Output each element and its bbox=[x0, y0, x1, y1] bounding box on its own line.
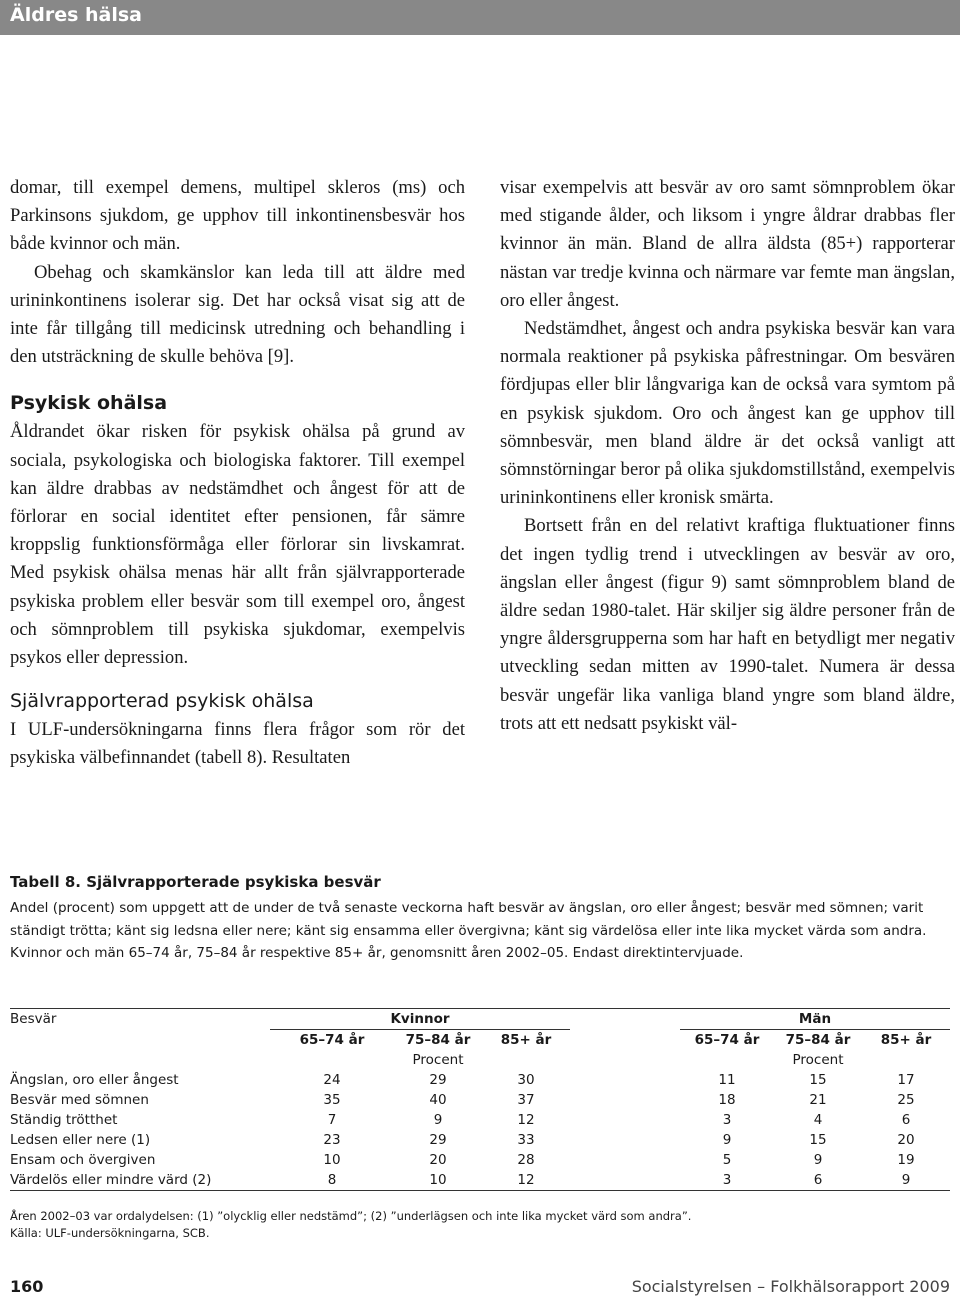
row-label: Värdelös eller mindre värd (2) bbox=[10, 1170, 270, 1191]
table-row bbox=[10, 1150, 950, 1170]
table-title: Tabell 8. Självrapporterade psykiska besvär bbox=[10, 873, 381, 891]
cell: 9 bbox=[433, 1112, 443, 1128]
cell: 10 bbox=[394, 1170, 482, 1191]
body-paragraph: visar exempelvis att besvär av oro samt sömnproblem ökar med stigande ålder, och liksom i yngre åldrar drabbas fler kvinnor än män. Bland de allra äldsta (85+) rapporterar nästan var tredje kvinna och närmare var femte man ängslan, oro eller ångest. bbox=[500, 177, 955, 311]
cell: 28 bbox=[517, 1152, 535, 1168]
cell: 15 bbox=[809, 1072, 827, 1088]
body-paragraph: Åldrandet ökar risken för psykisk ohälsa på grund av sociala, psykologiska och biologiska faktorer. Till exempel kan äldre drabbas av nedstämdhet och ångest för att de förlorar en social identitet efter pensionen, får sämre kroppslig funktionsförmåga eller förlorar sin livskamrat. Med psykisk ohälsa menas här allt från självrapporterade psykiska problem eller besvär som till exempel oro, ångest och sömnproblem till psykiska sjukdomar, exempelvis psykos eller depression. bbox=[10, 421, 465, 669]
left-column bbox=[10, 174, 465, 773]
cell: 10 bbox=[323, 1152, 341, 1168]
cell: 20 bbox=[429, 1152, 447, 1168]
body-paragraph: Bortsett från en del relativt kraftiga fluktuationer finns det ingen tydlig trend i utvecklingen av besvär av oro, ängslan eller ångest (figur 9) samt sömnproblem bland de äldre sedan 1980-talet. Här skiljer sig äldre personer från de yngre åldersgrupperna som har haft en betydligt mer negativ utveckling sedan mitten av 1990-talet. Numera är dessa besvär ungefär lika vanliga bland yngre som bland äldre, trots att ett nedsatt psykiskt väl- bbox=[500, 515, 955, 734]
row-label: Ensam och övergiven bbox=[10, 1152, 156, 1168]
cell: 30 bbox=[517, 1072, 535, 1088]
table-row bbox=[10, 1170, 950, 1191]
table-row bbox=[10, 1110, 950, 1130]
row-label: Ständig trötthet bbox=[10, 1112, 118, 1128]
cell: 3 bbox=[680, 1170, 774, 1191]
cell: 24 bbox=[323, 1072, 341, 1088]
age-header: 85+ år bbox=[880, 1032, 932, 1048]
table-block bbox=[10, 873, 950, 1188]
cell: 9 bbox=[722, 1132, 732, 1148]
cell: 17 bbox=[897, 1072, 915, 1088]
cell: 29 bbox=[429, 1072, 447, 1088]
cell: 12 bbox=[517, 1112, 535, 1128]
cell: 3 bbox=[722, 1112, 732, 1128]
cell: 20 bbox=[897, 1132, 915, 1148]
section-title: Äldres hälsa bbox=[10, 4, 142, 26]
cell: 40 bbox=[429, 1092, 447, 1108]
group-header-men: Män bbox=[680, 1009, 950, 1030]
row-label: Ledsen eller nere (1) bbox=[10, 1132, 151, 1148]
cell: 35 bbox=[323, 1092, 341, 1108]
cell: 12 bbox=[482, 1170, 570, 1191]
row-label: Besvär med sömnen bbox=[10, 1092, 149, 1108]
body-paragraph: Nedstämdhet, ångest och andra psykiska besvär kan vara normala reaktioner på psykiska påfrestningar. Om besvären fördjupas eller blir långvariga kan de också vara symtom på en psykisk sjukdom. Oro och ångest kan ge upphov till sömnbesvär, men bland äldre är det också vanligt att sömnstörningar beror på olika sjukdomstillstånd, exempelvis urininkontinens eller kronisk smärta. bbox=[500, 318, 955, 509]
subheading-sjalvrapporterad: Självrapporterad psykisk ohälsa bbox=[10, 690, 314, 713]
row-header-label: Besvär bbox=[10, 1009, 270, 1030]
table-row bbox=[10, 1130, 950, 1150]
data-table bbox=[10, 1008, 950, 1191]
publication-name: Socialstyrelsen – Folkhälsorapport 2009 bbox=[631, 1277, 950, 1296]
unit-label: Procent bbox=[412, 1052, 464, 1068]
cell: 6 bbox=[901, 1112, 911, 1128]
section-heading-psykisk-ohalsa: Psykisk ohälsa bbox=[10, 392, 168, 415]
group-header-women: Kvinnor bbox=[270, 1009, 570, 1030]
cell: 9 bbox=[862, 1170, 950, 1191]
body-paragraph: I ULF-undersökningarna finns flera frågor som rör det psykiska välbefinnandet (tabell 8). Resultaten bbox=[10, 719, 465, 769]
table-row bbox=[10, 1070, 950, 1090]
table-row bbox=[10, 1090, 950, 1110]
page-number: 160 bbox=[10, 1277, 44, 1296]
cell: 37 bbox=[517, 1092, 535, 1108]
right-column bbox=[500, 174, 955, 738]
cell: 4 bbox=[813, 1112, 823, 1128]
age-header: 75–84 år bbox=[405, 1032, 471, 1048]
cell: 18 bbox=[718, 1092, 736, 1108]
cell: 15 bbox=[809, 1132, 827, 1148]
cell: 23 bbox=[323, 1132, 341, 1148]
cell: 9 bbox=[813, 1152, 823, 1168]
row-label: Ängslan, oro eller ångest bbox=[10, 1072, 179, 1088]
cell: 7 bbox=[327, 1112, 337, 1128]
body-paragraph: domar, till exempel demens, multipel skleros (ms) och Parkinsons sjukdom, ge upphov till inkontinensbesvär hos både kvinnor och män. bbox=[10, 177, 465, 255]
cell: 25 bbox=[897, 1092, 915, 1108]
table-source: Källa: ULF-undersökningarna, SCB. bbox=[10, 1226, 210, 1240]
cell: 5 bbox=[722, 1152, 732, 1168]
cell: 19 bbox=[897, 1152, 915, 1168]
age-header-row bbox=[10, 1030, 950, 1051]
body-paragraph: Obehag och skamkänslor kan leda till att äldre med urininkontinens isolerar sig. Det har också visat sig att de inte får tillgång till medicinsk utredning och behandling i den utsträckning de skulle behöva [9]. bbox=[10, 261, 465, 368]
table-header-row bbox=[10, 1009, 950, 1030]
table-notes bbox=[10, 1208, 691, 1242]
unit-label: Procent bbox=[792, 1052, 844, 1068]
table-footnote: Åren 2002–03 var ordalydelsen: (1) ”olycklig eller nedstämd”; (2) ”underlägsen och inte lika mycket värd som andra”. bbox=[10, 1209, 692, 1223]
age-header: 65–74 år bbox=[694, 1032, 760, 1048]
age-header: 65–74 år bbox=[299, 1032, 365, 1048]
cell: 33 bbox=[517, 1132, 535, 1148]
age-header: 85+ år bbox=[500, 1032, 552, 1048]
cell: 8 bbox=[270, 1170, 394, 1191]
unit-row bbox=[10, 1050, 950, 1070]
section-header bbox=[0, 0, 960, 35]
table-caption: Andel (procent) som uppgett att de under de två senaste veckorna haft besvär av ängslan, oro eller ångest; besvär med sömnen; varit ständigt trötta; känt sig ledsna eller nere; känt sig ensamma eller övergivna; känt sig värdelösa eller inte lika mycket värda som andra. Kvinnor och män 65–74 år, 75–84 år respektive 85+ år, genomsnitt åren 2002–05. Endast direktintervjuade. bbox=[10, 900, 927, 961]
cell: 11 bbox=[718, 1072, 736, 1088]
age-header: 75–84 år bbox=[785, 1032, 851, 1048]
cell: 21 bbox=[809, 1092, 827, 1108]
cell: 6 bbox=[774, 1170, 862, 1191]
cell: 29 bbox=[429, 1132, 447, 1148]
